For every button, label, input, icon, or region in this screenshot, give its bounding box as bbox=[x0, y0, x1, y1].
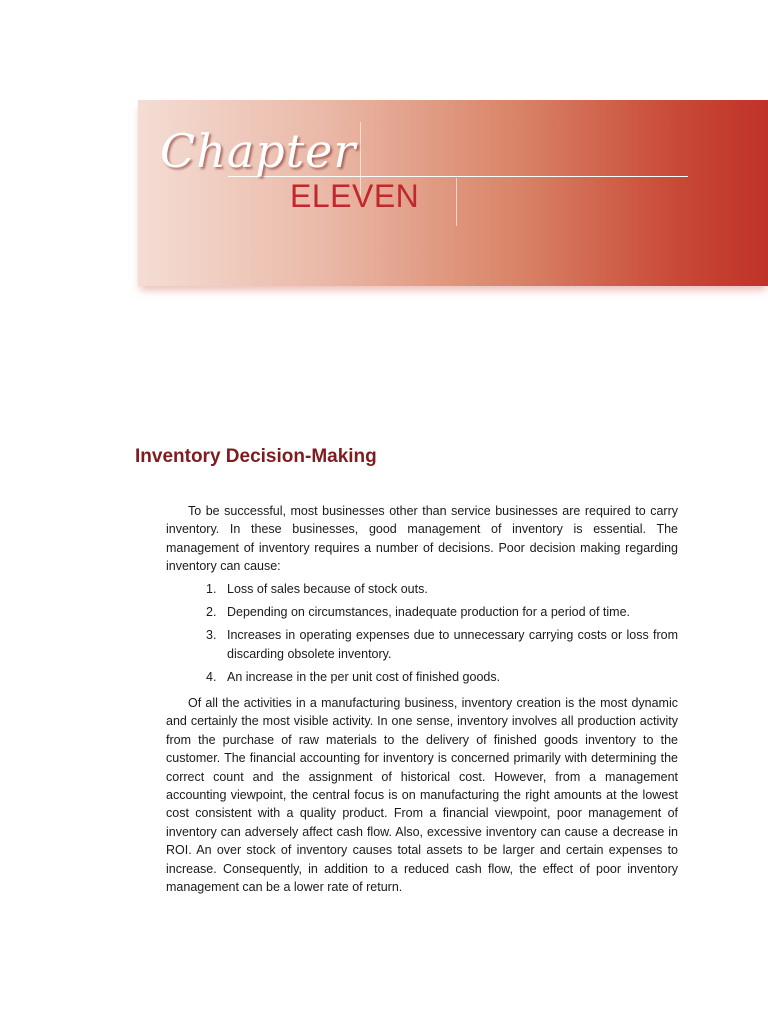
list-item-number: 4. bbox=[206, 670, 217, 685]
list-item bbox=[166, 626, 678, 663]
list-item-number: 1. bbox=[206, 581, 217, 596]
list-item-text: Increases in operating expenses due to unnecessary carrying costs or loss from discarding obsolete inventory. bbox=[227, 628, 678, 661]
intro-block bbox=[166, 502, 678, 692]
intro-paragraph: To be successful, most businesses other than service businesses are required to carry inventory. In these businesses, good management of inventory is essential. The management of inventory requires a number of decisions. Poor decision making regarding inventory can cause: bbox=[166, 504, 678, 574]
list-item-number: 3. bbox=[206, 628, 217, 643]
list-item-number: 2. bbox=[206, 605, 217, 620]
body-paragraph: Of all the activities in a manufacturing business, inventory creation is the most dynamic and certainly the most visible activity. In one sense, inventory involves all production activity from the purchase of raw materials to the delivery of finished goods inventory to the customer. The financial accounting for inventory is concerned primarily with determining the correct count and the assignment of historical cost. However, from a management accounting viewpoint, the central focus is on manufacturing the right amounts at the lowest cost consistent with a quality product. From a financial viewpoint, poor management of inventory can adversely affect cash flow. Also, excessive inventory can cause a decrease in ROI. An over stock of inventory causes total assets to be larger and certain expenses to increase. Consequently, in addition to a reduced cash flow, the effect of poor inventory management can be a lower rate of return. bbox=[166, 696, 678, 895]
chapter-label: Chapter bbox=[160, 124, 357, 178]
causes-list bbox=[166, 580, 678, 687]
list-item-text: Depending on circumstances, inadequate production for a period of time. bbox=[227, 605, 631, 620]
section-title: Inventory Decision-Making bbox=[135, 446, 377, 467]
list-item-text: Loss of sales because of stock outs. bbox=[227, 581, 428, 596]
list-item-text: An increase in the per unit cost of finished goods. bbox=[227, 670, 501, 685]
body-block bbox=[166, 694, 678, 896]
list-item bbox=[166, 580, 678, 598]
list-item bbox=[166, 668, 678, 686]
list-item bbox=[166, 603, 678, 621]
banner-divider-right bbox=[456, 178, 457, 226]
chapter-number: ELEVEN bbox=[290, 178, 420, 214]
